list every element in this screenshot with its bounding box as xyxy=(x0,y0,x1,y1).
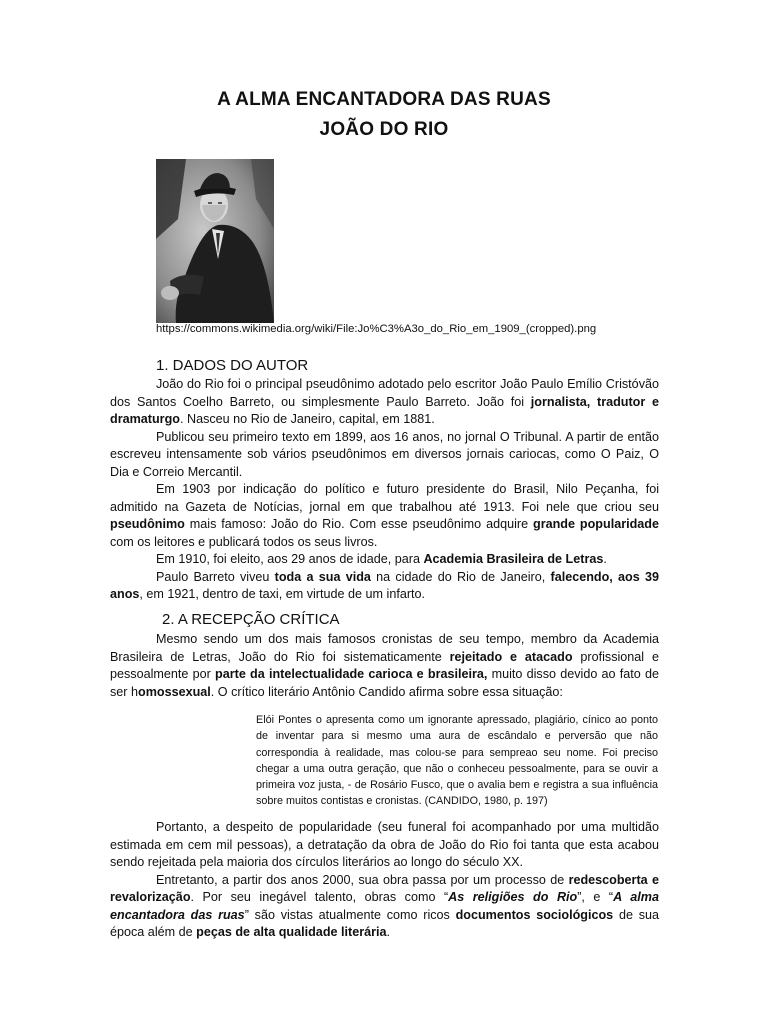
paragraph: Paulo Barreto viveu toda a sua vida na cidade do Rio de Janeiro, falecendo, aos 39 anos, em 1921, dentro de taxi, em virtude de um infarto. xyxy=(110,569,659,601)
photo-caption: https://commons.wikimedia.org/wiki/File:Jo%C3%A3o_do_Rio_em_1909_(cropped).png xyxy=(156,323,597,335)
paragraph: Entretanto, a partir dos anos 2000, sua obra passa por um processo de redescoberta e revalorização. Por seu inegável talento, obras como “As religiões do Rio”, e “A alma encantadora das ruas” são vistas atualmente como ricos documentos sociológicos de sua época além de peças de alta qualidade literária. xyxy=(110,872,660,939)
portrait-photo-graphic xyxy=(156,159,274,323)
block-quote: Elói Pontes o apresenta como um ignorante apressado, plagiário, cínico ao ponto de inventar para si mesmo uma aura de escândalo e perversão que não correspondia à realidade, mas colou-se para sempreao seu nome. Foi preciso chegar a uma outra geração, que não o conheceu pessoalmente, para se ouvir a primeira voz justa, - de Rosário Fusco, que o avalia bem e registra a sua influência sobre muitos contistas e cronistas. (CANDIDO, 1980, p. 197) xyxy=(256,714,658,808)
paragraph: João do Rio foi o principal pseudônimo adotado pelo escritor João Paulo Emílio Cristóvão dos Santos Coelho Barreto, ou simplesmente Paulo Barreto. João foi jornalista, tradutor e dramaturgo. Nasceu no Rio de Janeiro, capital, em 1881. xyxy=(110,377,659,426)
paragraph: Portanto, a despeito de popularidade (seu funeral foi acompanhado por uma multidão estimada em cem mil pessoas), a detratação da obra de João do Rio foi tanta que esta acabou sendo rejeitada pela maioria dos círculos literários ao longo do século XX. xyxy=(110,820,659,869)
paragraph: Mesmo sendo um dos mais famosos cronistas de seu tempo, membro da Academia Brasileira de Letras, João do Rio foi sistematicamente rejeitado e atacado profissional e pessoalmente por parte da intelectualidade carioca e brasileira, muito disso devido ao fato de ser homossexual. O crítico literário Antônio Candido afirma sobre essa situação: xyxy=(110,632,660,699)
paragraph: Em 1910, foi eleito, aos 29 anos de idade, para Academia Brasileira de Letras. xyxy=(156,552,607,566)
section-author-body xyxy=(110,376,659,604)
section-reception-body xyxy=(110,631,659,701)
paragraph: Em 1903 por indicação do político e futuro presidente do Brasil, Nilo Peçanha, foi admitido na Gazeta de Notícias, jornal em que trabalhou até 1913. Foi nele que criou seu pseudônimo mais famoso: João do Rio. Com esse pseudônimo adquire grande popularidade com os leitores e publicará todos os seus livros. xyxy=(110,482,659,549)
document-title: A ALMA ENCANTADORA DAS RUAS xyxy=(217,89,551,110)
paragraph: Publicou seu primeiro texto em 1899, aos 16 anos, no jornal O Tribunal. A partir de então escreveu intensamente sob vários pseudônimos em diversos jornais cariocas, como O Paiz, O Dia e Correio Mercantil. xyxy=(110,429,659,479)
document-author: JOÃO DO RIO xyxy=(319,119,449,140)
section-heading-reception: 2. A RECEPÇÃO CRÍTICA xyxy=(162,611,340,628)
portrait-photo-icon xyxy=(156,159,274,323)
section-heading-author: 1. DADOS DO AUTOR xyxy=(156,357,309,374)
section-reception-body-continued xyxy=(110,819,659,942)
